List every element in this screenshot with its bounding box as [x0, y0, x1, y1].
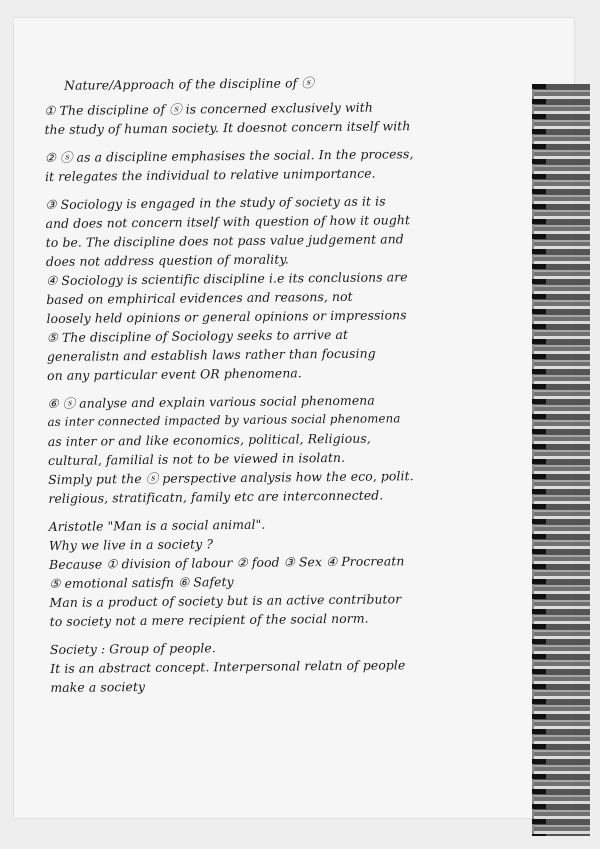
note-line: the study of human society. It doesnot concern itself with — [44, 118, 411, 137]
note-line: Society : Group of people. — [49, 640, 216, 657]
handwritten-notes — [44, 71, 540, 697]
note-line: on any particular event OR phenomena. — [47, 365, 302, 383]
note-line: loosely held opinions or general opinions or impressions — [46, 307, 407, 326]
note-line: ⑥ ⓢ analyse and explain various social phenomena — [47, 392, 375, 411]
note-line: to society not a mere recipient of the social norm. — [49, 610, 369, 629]
note-line: does not address question of morality. — [45, 251, 289, 269]
note-line: ④ Sociology is scientific discipline i.e its conclusions are — [46, 269, 408, 288]
note-line: ② ⓢ as a discipline emphasises the social. In the process, — [44, 146, 414, 165]
note-line: ① The discipline of ⓢ is concerned exclusively with — [44, 99, 373, 118]
note-line: It is an abstract concept. Interpersonal relatn of people — [50, 657, 406, 676]
note-line: to be. The discipline does not pass value judgement and — [45, 231, 404, 250]
note-line: cultural, familial is not to be viewed in isolatn. — [47, 449, 346, 468]
note-line: as inter connected impacted by various social phenomena — [47, 411, 401, 429]
note-line: Aristotle "Man is a social animal". — [48, 516, 266, 534]
note-line: make a society — [50, 678, 146, 695]
notes-heading: Nature/Approach of the discipline of ⓢ — [64, 75, 314, 93]
note-line: Simply put the ⓢ perspective analysis how the eco, polit. — [48, 468, 414, 487]
note-line: ⑤ The discipline of Sociology seeks to arrive at — [46, 326, 349, 345]
note-line: ⑤ emotional satisfn ⑥ Safety — [49, 574, 234, 591]
note-line: as inter or and like economics, political, Religious, — [47, 430, 371, 449]
note-line: it relegates the individual to relative unimportance. — [44, 165, 376, 184]
note-line: generalistn and establish laws rather than focusing — [46, 345, 376, 364]
note-line: based on emphirical evidences and reasons, not — [46, 288, 353, 307]
note-line: Why we live in a society ? — [48, 536, 214, 553]
note-line: religious, stratificatn, family etc are interconnected. — [48, 487, 384, 506]
note-line: ③ Sociology is engaged in the study of society as it is — [45, 193, 386, 212]
note-line: and does not concern itself with question of how it ought — [45, 212, 411, 231]
note-line: Man is a product of society but is an active contributor — [49, 591, 402, 610]
note-line: Because ① division of labour ② food ③ Sex ④ Procreatn — [49, 553, 405, 572]
notebook-page — [14, 18, 574, 818]
